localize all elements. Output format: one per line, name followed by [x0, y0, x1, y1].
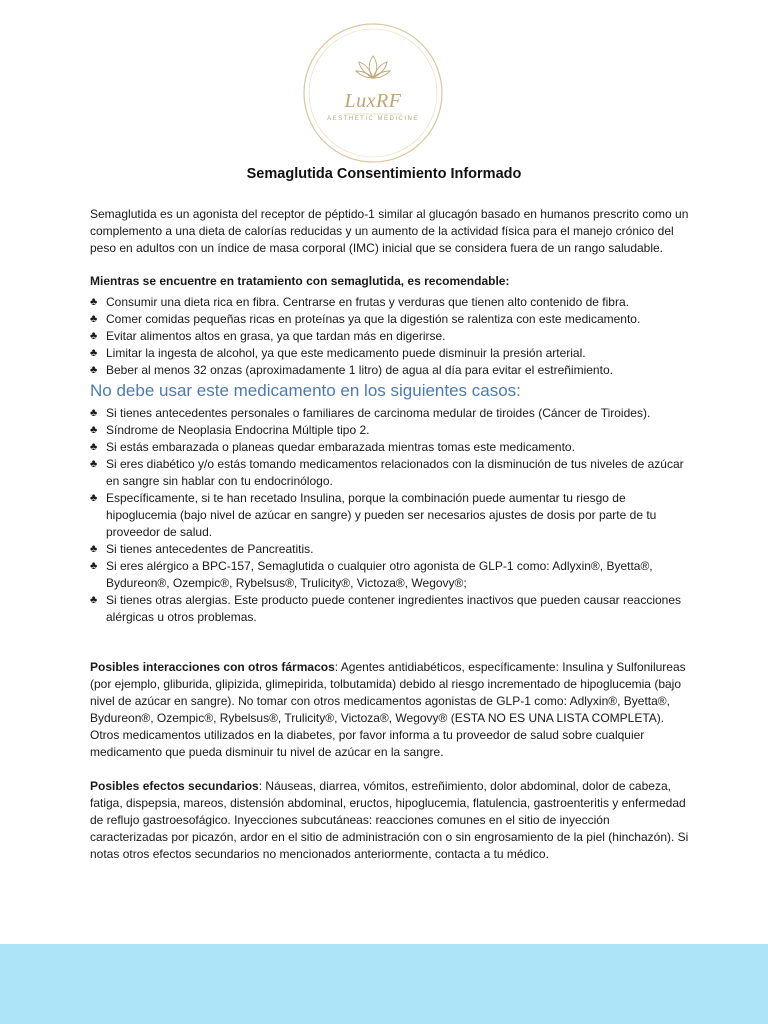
side-effects-text: : Náuseas, diarrea, vómitos, estreñimiento, dolor abdominal, dolor de cabeza, fatiga, dispepsia, mareos, distensión abdominal, eructos, hipoglucemia, flatulencia, gastroenteritis y enfermedad de reflujo gastroesofágico. Inyecciones subcutáneas: reacciones comunes en el sitio de inyección caracterizadas por picazón, ardor en el sitio de administración con o sin engrosamiento de la piel (hinchazón). Si notas otros efectos secundarios no mencionados anteriormente, contacta a tu médico. [90, 779, 689, 861]
contraindications-list [90, 405, 690, 626]
list-item [90, 456, 690, 490]
list-item [90, 541, 690, 558]
list-item-text: Si tienes antecedentes personales o familiares de carcinoma medular de tiroides (Cáncer de Tiroides). [106, 406, 651, 420]
side-effects-paragraph [90, 778, 690, 863]
club-bullet-icon: ♣ [90, 296, 98, 308]
interactions-paragraph [90, 659, 690, 761]
club-bullet-icon: ♣ [90, 424, 98, 436]
list-item [90, 558, 690, 592]
document-body [90, 206, 690, 863]
list-item [90, 345, 690, 362]
list-item [90, 328, 690, 345]
club-bullet-icon: ♣ [90, 347, 98, 359]
interactions-label: Posibles interacciones con otros fármacos [90, 660, 335, 674]
club-bullet-icon: ♣ [90, 313, 98, 325]
brand-logo [302, 22, 444, 164]
list-item [90, 405, 690, 422]
brand-name: LuxRF [344, 90, 402, 112]
club-bullet-icon: ♣ [90, 560, 98, 572]
document-title: Semaglutida Consentimiento Informado [246, 166, 522, 182]
list-item [90, 439, 690, 456]
recommendations-list [90, 294, 690, 379]
list-item-text: Si estás embarazada o planeas quedar embarazada mientras tomas este medicamento. [106, 440, 575, 454]
list-item-text: Evitar alimentos altos en grasa, ya que tardan más en digerirse. [106, 329, 446, 343]
side-effects-label: Posibles efectos secundarios [90, 779, 259, 793]
club-bullet-icon: ♣ [90, 492, 98, 504]
club-bullet-icon: ♣ [90, 407, 98, 419]
club-bullet-icon: ♣ [90, 330, 98, 342]
club-bullet-icon: ♣ [90, 458, 98, 470]
list-item [90, 490, 690, 541]
list-item-text: Comer comidas pequeñas ricas en proteínas ya que la digestión se ralentiza con este medicamento. [106, 312, 641, 326]
list-item [90, 592, 690, 626]
list-item-text: Limitar la ingesta de alcohol, ya que este medicamento puede disminuir la presión arterial. [106, 346, 586, 360]
list-item-text: Si tienes antecedentes de Pancreatitis. [106, 542, 314, 556]
list-item [90, 294, 690, 311]
recommend-heading: Mientras se encuentre en tratamiento con semaglutida, es recomendable: [90, 274, 510, 288]
club-bullet-icon: ♣ [90, 441, 98, 453]
list-item-text: Beber al menos 32 onzas (aproximadamente 1 litro) de agua al día para evitar el estreñimiento. [106, 363, 613, 377]
contraindications-heading: No debe usar este medicamento en los siguientes casos: [90, 381, 521, 400]
list-item-text: Si eres alérgico a BPC-157, Semaglutida o cualquier otro agonista de GLP-1 como: Adlyxin®, Byetta®, Bydureon®, Ozempic®, Rybelsus®, Trulicity®, Victoza®, Wegovy®; [106, 559, 653, 590]
list-item [90, 422, 690, 439]
club-bullet-icon: ♣ [90, 594, 98, 606]
club-bullet-icon: ♣ [90, 364, 98, 376]
lotus-icon [356, 56, 390, 78]
interactions-text: : Agentes antidiabéticos, específicamente: Insulina y Sulfonilureas (por ejemplo, gliburida, glipizida, glimepirida, tolbutamida) debido al riesgo incrementado de hipoglucemia (bajo nivel de azúcar en sangre). No tomar con otros medicamentos agonistas de GLP-1 como: Adlyxin®, Byetta®, Bydureon®, Ozempic®, Rybelsus®, Trulicity®, Victoza®, Wegovy® (ESTA NO ES UNA LISTA COMPLETA). Otros medicamentos utilizados en la diabetes, por favor informa a tu proveedor de salud sobre cualquier medicamento que pueda disminuir tu nivel de azúcar en la sangre. [90, 660, 686, 759]
list-item [90, 362, 690, 379]
list-item-text: Si tienes otras alergias. Este producto puede contener ingredientes inactivos que pueden causar reacciones alérgicas u otros problemas. [106, 593, 682, 624]
club-bullet-icon: ♣ [90, 543, 98, 555]
brand-tagline: AESTHETIC MEDICINE [327, 116, 419, 122]
footer-band [0, 944, 768, 1024]
list-item-text: Si eres diabético y/o estás tomando medicamentos relacionados con la disminución de tus niveles de azúcar en sangre sin hablar con tu endocrinólogo. [106, 457, 684, 488]
list-item-text: Consumir una dieta rica en fibra. Centrarse en frutas y verduras que tienen alto contenido de fibra. [106, 295, 629, 309]
list-item [90, 311, 690, 328]
list-item-text: Específicamente, si te han recetado Insulina, porque la combinación puede aumentar tu riesgo de hipoglucemia (bajo nivel de azúcar en sangre) y pueden ser necesarios ajustes de dosis por parte de tu proveedor de salud. [106, 491, 657, 539]
list-item-text: Síndrome de Neoplasia Endocrina Múltiple tipo 2. [106, 423, 370, 437]
intro-paragraph: Semaglutida es un agonista del receptor de péptido-1 similar al glucagón basado en humanos prescrito como un complemento a una dieta de calorías reducidas y un aumento de la actividad física para el manejo crónico del peso en adultos con un índice de masa corporal (IMC) inicial que se considera fuera de un rango saludable. [90, 207, 689, 255]
